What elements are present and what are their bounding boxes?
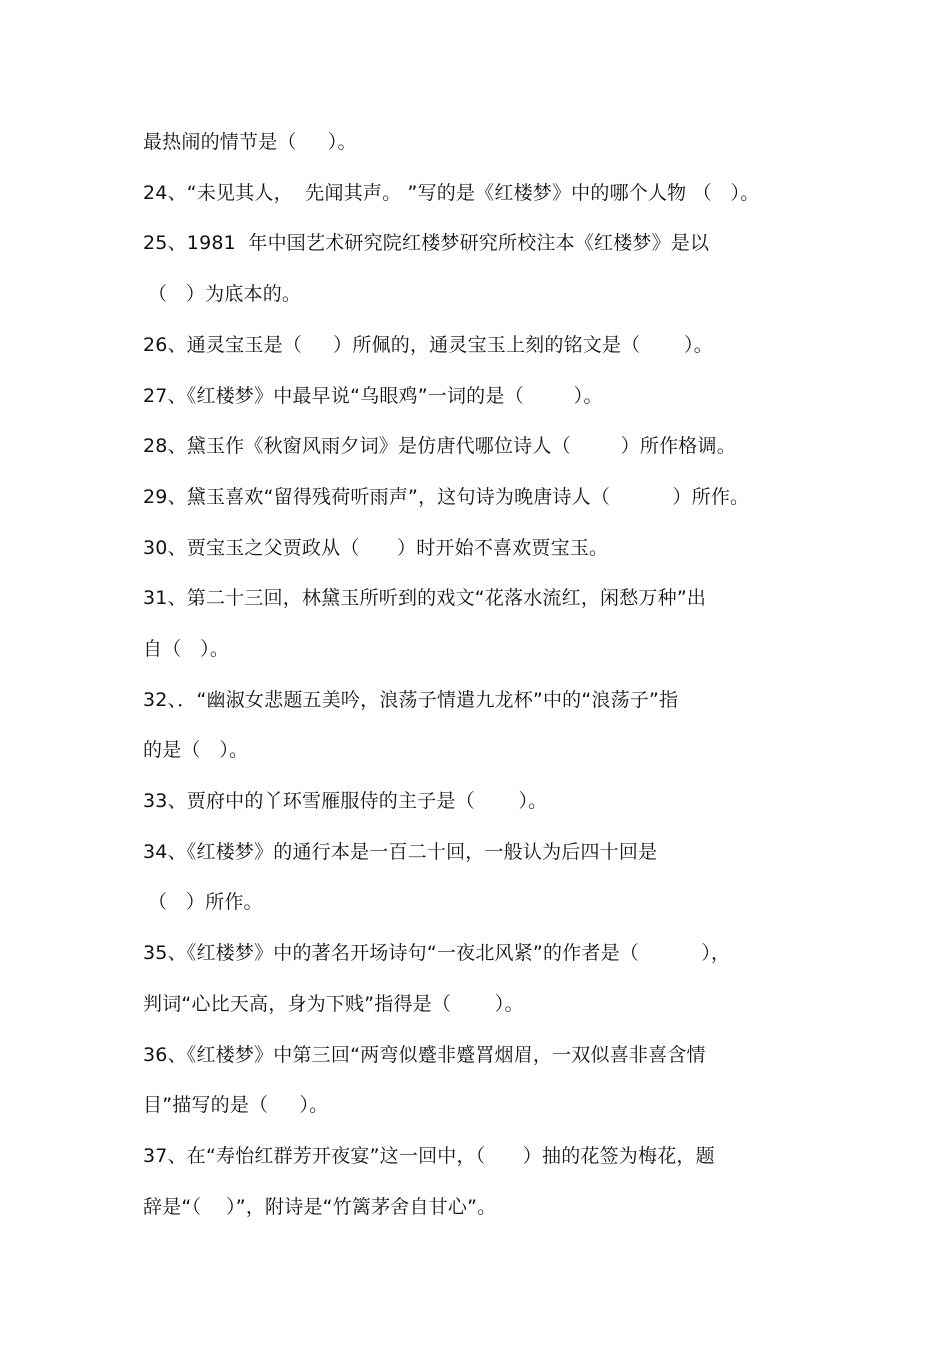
question-24: 24、“未见其人， 先闻其声。 ”写的是《红楼梦》中的哪个人物 （ ）。 [143,182,760,204]
question-32: 32、．“幽淑女悲题五美吟，浪荡子情遣九龙杯”中的“浪荡子”指 [143,689,679,711]
question-29: 29、黛玉喜欢“留得残荷听雨声”，这句诗为晚唐诗人（ ）所作。 [143,486,750,508]
question-35: 35、《红楼梦》中的著名开场诗句“一夜北风紧”的作者是（ ）， [143,942,731,964]
question-36-cont: 目”描写的是（ ）。 [143,1094,329,1116]
question-31: 31、第二十三回，林黛玉所听到的戏文“花落水流红，闲愁万种”出 [143,587,707,609]
question-27: 27、《红楼梦》中最早说“乌眼鸡”一词的是（ ）。 [143,385,603,407]
question-36: 36、《红楼梦》中第三回“两弯似蹙非蹙罥烟眉，一双似喜非喜含情 [143,1044,706,1066]
question-26: 26、通灵宝玉是（ ）所佩的，通灵宝玉上刻的铭文是（ ）。 [143,334,713,356]
question-28: 28、黛玉作《秋窗风雨夕词》是仿唐代哪位诗人（ ）所作格调。 [143,435,736,457]
question-30: 30、贾宝玉之父贾政从（ ）时开始不喜欢贾宝玉。 [143,537,609,559]
question-32-cont: 的是（ ）。 [143,739,249,761]
question-37: 37、在“寿怡红群芳开夜宴”这一回中，（ ）抽的花签为梅花，题 [143,1145,715,1167]
question-34: 34、《红楼梦》的通行本是一百二十回，一般认为后四十回是 [143,841,658,863]
question-25-cont: （ ）为底本的。 [148,283,302,305]
question-25: 25、1981 年中国艺术研究院红楼梦研究所校注本《红楼梦》是以 [143,232,710,254]
text-line: 最热闹的情节是（ ）。 [143,131,357,153]
question-35-cont: 判词“心比天高，身为下贱”指得是（ ）。 [143,993,524,1015]
question-34-cont: （ ）所作。 [148,891,263,913]
question-33: 33、贾府中的丫环雪雁服侍的主子是（ ）。 [143,790,548,812]
question-31-cont: 自（ ）。 [143,638,230,660]
question-37-cont: 辞是“（ ）”，附诗是“竹篱茅舍自甘心”。 [143,1196,497,1218]
